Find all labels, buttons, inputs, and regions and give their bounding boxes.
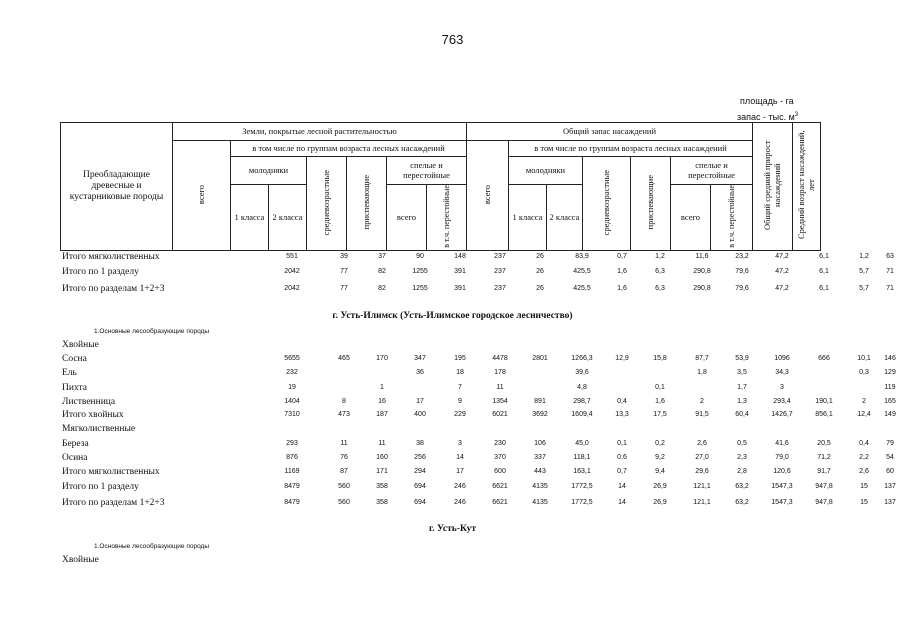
row-label: Итого по разделам 1+2+3	[62, 498, 165, 508]
header-forest-land: Земли, покрытые лесной растительностью	[173, 123, 467, 141]
table-cell: 26	[536, 268, 544, 275]
table-cell: 4478	[492, 355, 508, 362]
header-stock-maturing: приспевающие	[631, 157, 671, 251]
table-cell: 77	[340, 285, 348, 292]
table-cell: 1404	[284, 398, 300, 405]
header-stock-class2: 2 класса	[547, 185, 583, 251]
table-cell: 14	[618, 499, 626, 506]
table-cell: 178	[494, 369, 506, 376]
table-cell: 47,2	[775, 285, 789, 292]
header-forest-mature: спелые и перестойные	[387, 157, 467, 185]
table-cell: 7310	[284, 411, 300, 418]
table-cell: 237	[494, 285, 506, 292]
table-cell: 1	[380, 384, 384, 391]
table-cell: 6,3	[655, 268, 665, 275]
table-cell: 79,6	[735, 268, 749, 275]
table-cell: 6621	[492, 499, 508, 506]
table-cell: 237	[494, 253, 506, 260]
table-cell: 1547,3	[771, 499, 793, 506]
header-forest-mature-total: всего	[387, 185, 427, 251]
table-cell: 443	[534, 468, 546, 475]
table-cell: 14	[456, 454, 464, 461]
table-cell: 2,8	[737, 468, 747, 475]
table-cell: 53,9	[735, 355, 749, 362]
table-cell: 39,6	[575, 369, 589, 376]
table-row	[60, 368, 896, 381]
table-cell: 71,2	[817, 454, 831, 461]
table-cell: 11,6	[695, 253, 709, 260]
table-cell: 1,7	[737, 384, 747, 391]
table-cell: 171	[376, 468, 388, 475]
table-cell: 47,2	[775, 268, 789, 275]
table-cell: 1772,5	[571, 499, 593, 506]
table-cell: 1169	[284, 468, 300, 475]
table-cell: 473	[338, 411, 350, 418]
table-cell: 71	[886, 268, 894, 275]
table-cell: 79,0	[775, 454, 789, 461]
table-cell: 358	[376, 499, 388, 506]
table-cell: 290,8	[693, 285, 711, 292]
table-cell: 0,4	[859, 440, 869, 447]
table-cell: 60,4	[735, 411, 749, 418]
table-cell: 90	[416, 253, 424, 260]
table-cell: 77	[340, 268, 348, 275]
table-cell: 293,4	[773, 398, 791, 405]
header-forest-age-groups: в том числе по группам возраста лесных насаждений	[231, 141, 467, 157]
table-cell: 1,2	[859, 253, 869, 260]
table-cell: 54	[886, 454, 894, 461]
unit-stock-text: запас - тыс. м	[737, 112, 795, 122]
table-cell: 4,8	[577, 384, 587, 391]
table-cell: 187	[376, 411, 388, 418]
row-label: Ель	[62, 368, 77, 378]
table-cell: 232	[286, 369, 298, 376]
table-cell: 391	[454, 285, 466, 292]
unit-area: площадь - га	[740, 96, 794, 106]
table-cell: 38	[416, 440, 424, 447]
table-cell: 2042	[284, 285, 300, 292]
row-label: Итого по 1 разделу	[62, 482, 139, 492]
table-cell: 17	[456, 468, 464, 475]
table-cell: 7	[458, 384, 462, 391]
row-label: Осина	[62, 453, 88, 463]
table-cell: 6,3	[655, 285, 665, 292]
table-cell: 29,6	[695, 468, 709, 475]
table-cell: 9,2	[655, 454, 665, 461]
table-cell: 2801	[532, 355, 548, 362]
table-cell: 0,6	[617, 454, 627, 461]
table-cell: 0,5	[737, 440, 747, 447]
table-cell: 294	[414, 468, 426, 475]
row-label: Лиственница	[62, 397, 116, 407]
row-label: Сосна	[62, 354, 87, 364]
table-cell: 3	[780, 384, 784, 391]
table-cell: 2,2	[859, 454, 869, 461]
table-cell: 148	[454, 253, 466, 260]
table-cell: 400	[414, 411, 426, 418]
table-cell: 1609,4	[571, 411, 593, 418]
header-forest-maturing: приспевающие	[347, 157, 387, 251]
table-cell: 6621	[492, 483, 508, 490]
table-cell: 237	[494, 268, 506, 275]
row-label: Итого хвойных	[62, 410, 124, 420]
table-cell: 229	[454, 411, 466, 418]
group-conifer: Хвойные	[62, 340, 99, 350]
table-row	[60, 267, 894, 280]
table-cell: 129	[884, 369, 896, 376]
table-cell: 1354	[492, 398, 508, 405]
table-cell: 2,6	[859, 468, 869, 475]
table-cell: 11	[378, 440, 386, 447]
table-cell: 11	[496, 384, 504, 391]
row-label: Итого мягколиственных	[62, 467, 160, 477]
table-cell: 146	[884, 355, 896, 362]
table-cell: 9,4	[655, 468, 665, 475]
table-cell: 16	[378, 398, 386, 405]
table-cell: 1266,3	[571, 355, 593, 362]
header-forest-class1: 1 класса	[231, 185, 269, 251]
table-cell: 947,8	[815, 483, 833, 490]
table-cell: 560	[338, 483, 350, 490]
table-cell: 76	[340, 454, 348, 461]
table-cell: 0,7	[617, 253, 627, 260]
table-cell: 2,3	[737, 454, 747, 461]
table-cell: 8479	[284, 483, 300, 490]
unit-stock	[737, 112, 798, 122]
table-row	[60, 439, 894, 452]
unit-stock-sup: 3	[794, 112, 799, 118]
page-number: 763	[441, 32, 464, 47]
table-cell: 39	[340, 253, 348, 260]
table-cell: 163,1	[573, 468, 591, 475]
table-cell: 26,9	[653, 483, 667, 490]
table-cell: 82	[378, 268, 386, 275]
table-cell: 18	[456, 369, 464, 376]
table-cell: 293	[286, 440, 298, 447]
table-cell: 91,5	[695, 411, 709, 418]
header-stock-young: молодняки	[509, 157, 583, 185]
table-cell: 10,1	[857, 355, 871, 362]
table-cell: 17	[416, 398, 424, 405]
table-cell: 666	[818, 355, 830, 362]
table-cell: 23,2	[735, 253, 749, 260]
header-stock-class1: 1 класса	[509, 185, 547, 251]
table-cell: 0,1	[655, 384, 665, 391]
table-cell: 391	[454, 268, 466, 275]
table-cell: 37	[378, 253, 386, 260]
header-stock-mature: спелые и перестойные	[671, 157, 753, 185]
table-cell: 87,7	[695, 355, 709, 362]
table-row	[60, 284, 894, 297]
table-cell: 26,9	[653, 499, 667, 506]
table-cell: 26	[536, 285, 544, 292]
table-cell: 3	[458, 440, 462, 447]
table-row	[60, 354, 896, 367]
table-cell: 425,5	[573, 285, 591, 292]
table-cell: 15	[860, 483, 868, 490]
table-cell: 947,8	[815, 499, 833, 506]
row-label: Пихта	[62, 383, 87, 393]
table-cell: 47,2	[775, 253, 789, 260]
table-cell: 1,2	[655, 253, 665, 260]
header-avg-growth: Общий средний прирост насаждений	[753, 123, 793, 251]
row-label: Береза	[62, 439, 89, 449]
table-cell: 2042	[284, 268, 300, 275]
table-cell: 195	[454, 355, 466, 362]
table-cell: 6,1	[819, 285, 829, 292]
table-cell: 12,9	[615, 355, 629, 362]
table-cell: 34,3	[775, 369, 789, 376]
table-cell: 149	[884, 411, 896, 418]
table-cell: 3,5	[737, 369, 747, 376]
table-cell: 694	[414, 483, 426, 490]
table-row	[60, 467, 894, 480]
header-stock-middle: средневозрастные	[583, 157, 631, 251]
table-cell: 12,4	[857, 411, 871, 418]
table-cell: 121,1	[693, 499, 711, 506]
table-cell: 1772,5	[571, 483, 593, 490]
table-cell: 1,8	[697, 369, 707, 376]
table-cell: 358	[376, 483, 388, 490]
table-cell: 891	[534, 398, 546, 405]
table-cell: 694	[414, 499, 426, 506]
table-cell: 106	[534, 440, 546, 447]
table-cell: 856,1	[815, 411, 833, 418]
table-cell: 27,0	[695, 454, 709, 461]
table-cell: 1096	[774, 355, 790, 362]
table-cell: 4135	[532, 483, 548, 490]
table-cell: 465	[338, 355, 350, 362]
table-row	[60, 410, 896, 423]
table-cell: 87	[340, 468, 348, 475]
row-label: Итого мягколиственных	[62, 252, 160, 262]
table-cell: 8479	[284, 499, 300, 506]
table-cell: 1,3	[737, 398, 747, 405]
table-cell: 79,6	[735, 285, 749, 292]
table-cell: 36	[416, 369, 424, 376]
table-cell: 600	[494, 468, 506, 475]
header-forest-middle: средневозрастные	[307, 157, 347, 251]
table-cell: 3692	[532, 411, 548, 418]
table-cell: 0,7	[617, 468, 627, 475]
table-cell: 560	[338, 499, 350, 506]
table-cell: 63	[886, 253, 894, 260]
table-cell: 119	[884, 384, 896, 391]
header-stock-mature-total: всего	[671, 185, 711, 251]
header-avg-age: Средний возраст насаждений, лет	[793, 123, 821, 251]
table-cell: 6,1	[819, 253, 829, 260]
table-cell: 5655	[284, 355, 300, 362]
table-cell: 118,1	[573, 454, 591, 461]
table-header	[60, 122, 821, 251]
table-cell: 165	[884, 398, 896, 405]
table-cell: 6021	[492, 411, 508, 418]
table-cell: 15,8	[653, 355, 667, 362]
group-conifer-2: Хвойные	[62, 555, 99, 565]
row-label: Итого по 1 разделу	[62, 267, 139, 277]
header-stock-age-groups: в том числе по группам возраста лесных насаждений	[509, 141, 753, 157]
table-cell: 876	[286, 454, 298, 461]
table-cell: 425,5	[573, 268, 591, 275]
table-cell: 8	[342, 398, 346, 405]
table-cell: 160	[376, 454, 388, 461]
table-cell: 246	[454, 499, 466, 506]
table-row	[60, 482, 896, 495]
table-cell: 551	[286, 253, 298, 260]
table-row	[60, 498, 896, 511]
table-cell: 11	[340, 440, 348, 447]
group-softwood: Мягколиственные	[62, 424, 136, 434]
table-cell: 17,5	[653, 411, 667, 418]
table-row	[60, 397, 896, 410]
table-cell: 1,6	[617, 268, 627, 275]
table-cell: 60	[886, 468, 894, 475]
table-cell: 63,2	[735, 483, 749, 490]
table-cell: 290,8	[693, 268, 711, 275]
table-cell: 26	[536, 253, 544, 260]
table-cell: 91,7	[817, 468, 831, 475]
table-cell: 256	[414, 454, 426, 461]
table-cell: 170	[376, 355, 388, 362]
table-cell: 0,4	[617, 398, 627, 405]
section-title-ust-kut: г. Усть-Кут	[428, 524, 477, 534]
table-cell: 2	[700, 398, 704, 405]
table-cell: 190,1	[815, 398, 833, 405]
table-cell: 1255	[412, 285, 428, 292]
table-cell: 347	[414, 355, 426, 362]
table-cell: 2,6	[697, 440, 707, 447]
table-cell: 230	[494, 440, 506, 447]
table-row	[60, 383, 896, 396]
table-cell: 1,6	[617, 285, 627, 292]
header-forest-overmature: в т.ч. перестойные	[427, 185, 467, 251]
table-cell: 370	[494, 454, 506, 461]
table-row	[60, 453, 894, 466]
table-cell: 83,9	[575, 253, 589, 260]
header-forest-class2: 2 класса	[269, 185, 307, 251]
table-cell: 71	[886, 285, 894, 292]
table-cell: 6,1	[819, 268, 829, 275]
table-cell: 19	[288, 384, 296, 391]
header-forest-total: всего	[173, 141, 231, 251]
table-cell: 20,5	[817, 440, 831, 447]
row-label: Итого по разделам 1+2+3	[62, 284, 165, 294]
subsection-label-2: 1.Основные лесообразующие породы	[94, 543, 210, 550]
table-cell: 1,6	[655, 398, 665, 405]
table-cell: 0,2	[655, 440, 665, 447]
section-title-ust-ilimsk: г. Усть-Илимск (Усть-Илимское городское лесничество)	[332, 311, 573, 321]
table-cell: 9	[458, 398, 462, 405]
table-cell: 5,7	[859, 285, 869, 292]
table-cell: 13,3	[615, 411, 629, 418]
table-cell: 298,7	[573, 398, 591, 405]
header-total-stock: Общий запас насаждений	[467, 123, 753, 141]
table-cell: 82	[378, 285, 386, 292]
table-cell: 246	[454, 483, 466, 490]
header-forest-young: молодняки	[231, 157, 307, 185]
header-stock-total: всего	[467, 141, 509, 251]
table-cell: 14	[618, 483, 626, 490]
table-cell: 337	[534, 454, 546, 461]
table-cell: 2	[862, 398, 866, 405]
table-cell: 63,2	[735, 499, 749, 506]
subsection-label: 1.Основные лесообразующие породы	[94, 328, 210, 335]
header-species: Преобладающие древесные и кустарниковые породы	[61, 123, 173, 251]
table-cell: 4135	[532, 499, 548, 506]
table-cell: 1255	[412, 268, 428, 275]
table-cell: 121,1	[693, 483, 711, 490]
table-cell: 120,6	[773, 468, 791, 475]
table-cell: 137	[884, 499, 896, 506]
table-cell: 15	[860, 499, 868, 506]
table-row	[60, 252, 894, 265]
table-cell: 41,6	[775, 440, 789, 447]
table-cell: 1426,7	[771, 411, 793, 418]
table-cell: 5,7	[859, 268, 869, 275]
table-cell: 45,0	[575, 440, 589, 447]
table-cell: 1547,3	[771, 483, 793, 490]
table-cell: 0,1	[617, 440, 627, 447]
table-cell: 137	[884, 483, 896, 490]
table-cell: 79	[886, 440, 894, 447]
header-stock-overmature: в т.ч. перестойные	[711, 185, 753, 251]
table-cell: 0,3	[859, 369, 869, 376]
